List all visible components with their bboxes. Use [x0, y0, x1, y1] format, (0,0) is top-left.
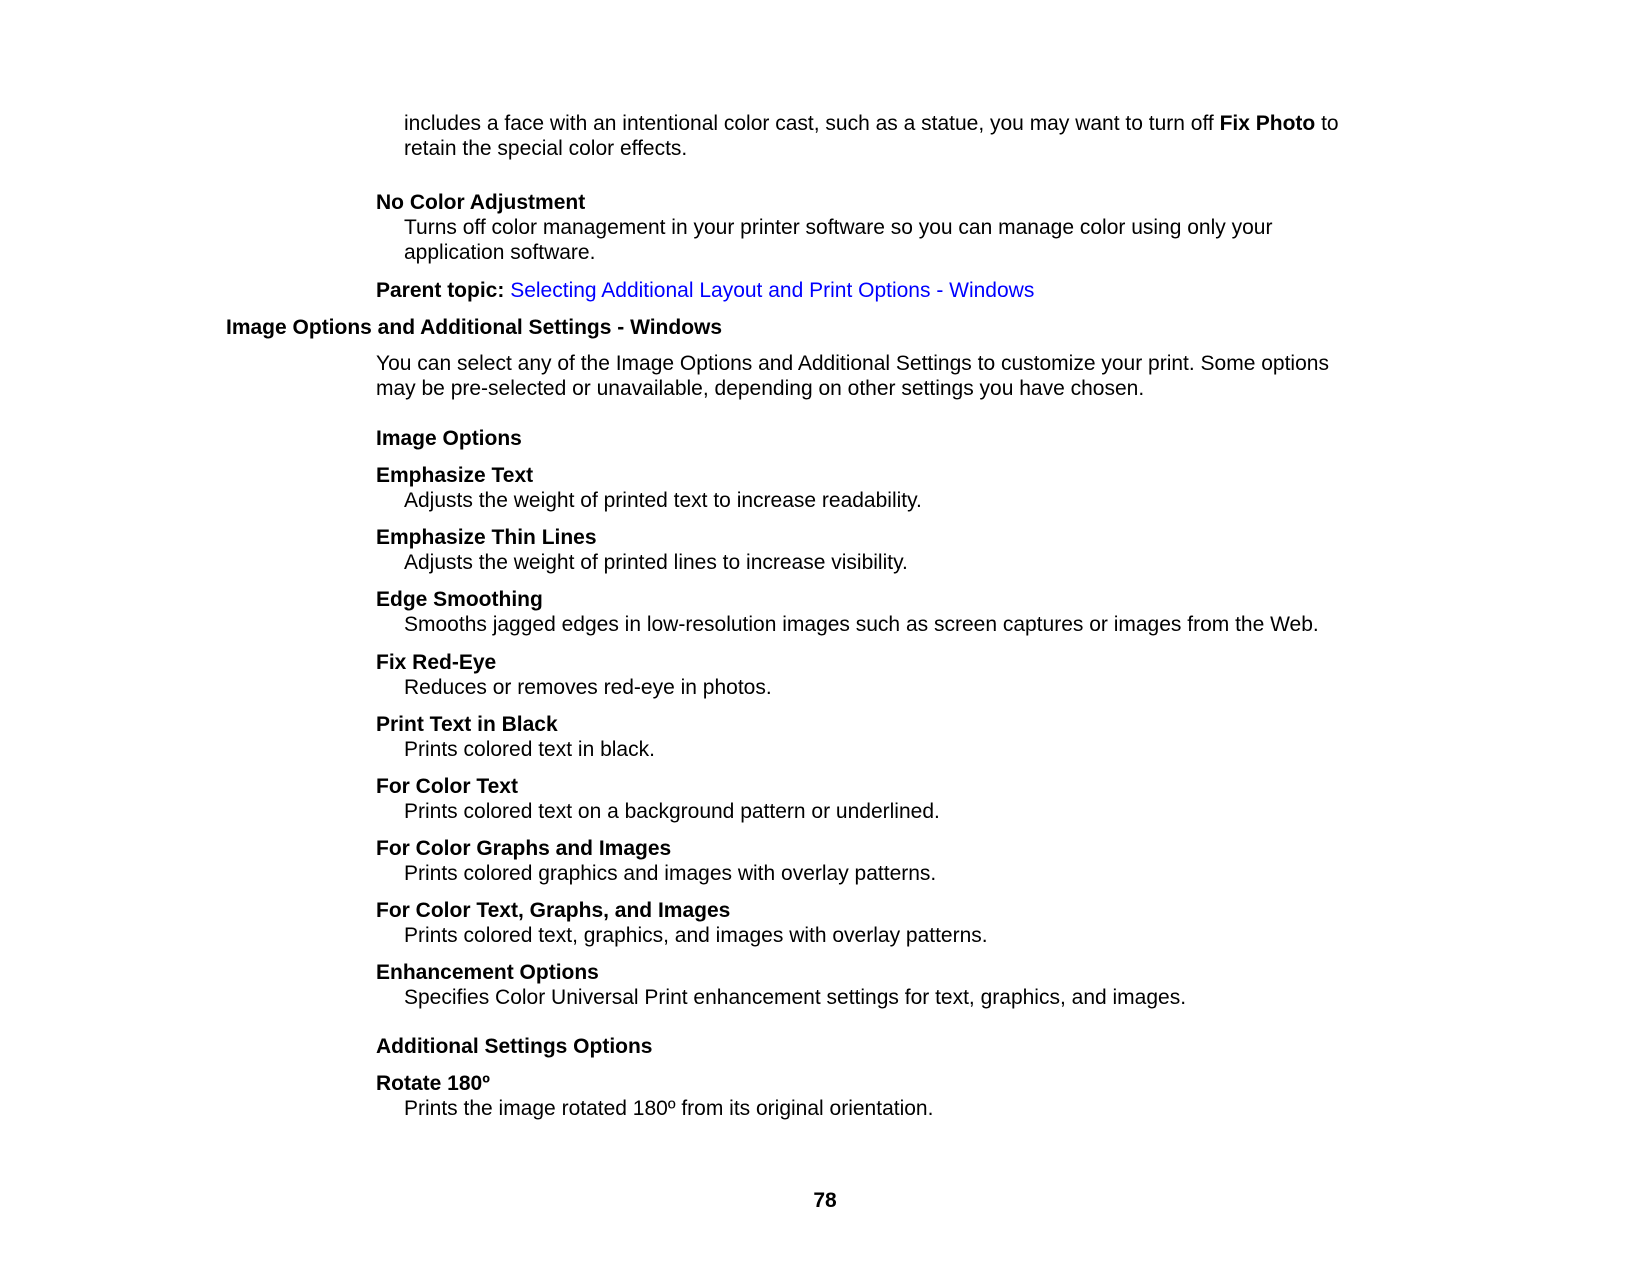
desc-rotate-180: Prints the image rotated 180º from its original orientation. [404, 1097, 934, 1120]
term-for-color-text-graphs-images: For Color Text, Graphs, and Images [376, 899, 731, 922]
desc-no-color-adjustment [404, 215, 1424, 265]
fix-photo-term: Fix Photo [1219, 112, 1316, 135]
parent-topic [376, 278, 1034, 303]
term-for-color-text: For Color Text [376, 775, 518, 798]
parent-topic-label: Parent topic: [376, 279, 505, 302]
continuation-line2: retain the special color effects. [404, 137, 688, 160]
desc-line1: Turns off color management in your printer software so you can manage color using only your [404, 216, 1273, 239]
topic-intro [376, 351, 1426, 401]
term-for-color-graphs-images: For Color Graphs and Images [376, 837, 672, 860]
term-fix-red-eye: Fix Red-Eye [376, 651, 497, 674]
intro-line1: You can select any of the Image Options and Additional Settings to customize your print. Some options [376, 352, 1329, 375]
additional-settings-heading: Additional Settings Options [376, 1035, 653, 1058]
desc-line2: application software. [404, 241, 596, 264]
desc-for-color-graphs-images: Prints colored graphics and images with overlay patterns. [404, 862, 937, 885]
desc-print-text-in-black: Prints colored text in black. [404, 738, 655, 761]
image-options-heading: Image Options [376, 427, 522, 450]
desc-edge-smoothing: Smooths jagged edges in low-resolution images such as screen captures or images from the Web. [404, 613, 1319, 636]
term-rotate-180: Rotate 180º [376, 1072, 490, 1095]
desc-emphasize-text: Adjusts the weight of printed text to increase readability. [404, 489, 922, 512]
desc-for-color-text: Prints colored text on a background pattern or underlined. [404, 800, 940, 823]
continuation-paragraph [404, 111, 1424, 161]
term-edge-smoothing: Edge Smoothing [376, 588, 543, 611]
term-enhancement-options: Enhancement Options [376, 961, 599, 984]
desc-emphasize-thin-lines: Adjusts the weight of printed lines to increase visibility. [404, 551, 908, 574]
page-number: 78 [813, 1189, 837, 1212]
continuation-text: includes a face with an intentional color cast, such as a statue, you may want to turn off [404, 112, 1220, 135]
parent-topic-link[interactable]: Selecting Additional Layout and Print Options - Windows [510, 279, 1035, 302]
term-emphasize-thin-lines: Emphasize Thin Lines [376, 526, 597, 549]
continuation-text-end: to [1315, 112, 1339, 135]
desc-enhancement-options: Specifies Color Universal Print enhancement settings for text, graphics, and images. [404, 986, 1187, 1009]
desc-fix-red-eye: Reduces or removes red-eye in photos. [404, 676, 772, 699]
topic-title: Image Options and Additional Settings - Windows [226, 316, 723, 339]
intro-line2: may be pre-selected or unavailable, depending on other settings you have chosen. [376, 377, 1145, 400]
term-no-color-adjustment: No Color Adjustment [376, 191, 586, 214]
term-emphasize-text: Emphasize Text [376, 464, 534, 487]
term-print-text-in-black: Print Text in Black [376, 713, 558, 736]
desc-for-color-text-graphs-images: Prints colored text, graphics, and images with overlay patterns. [404, 924, 988, 947]
